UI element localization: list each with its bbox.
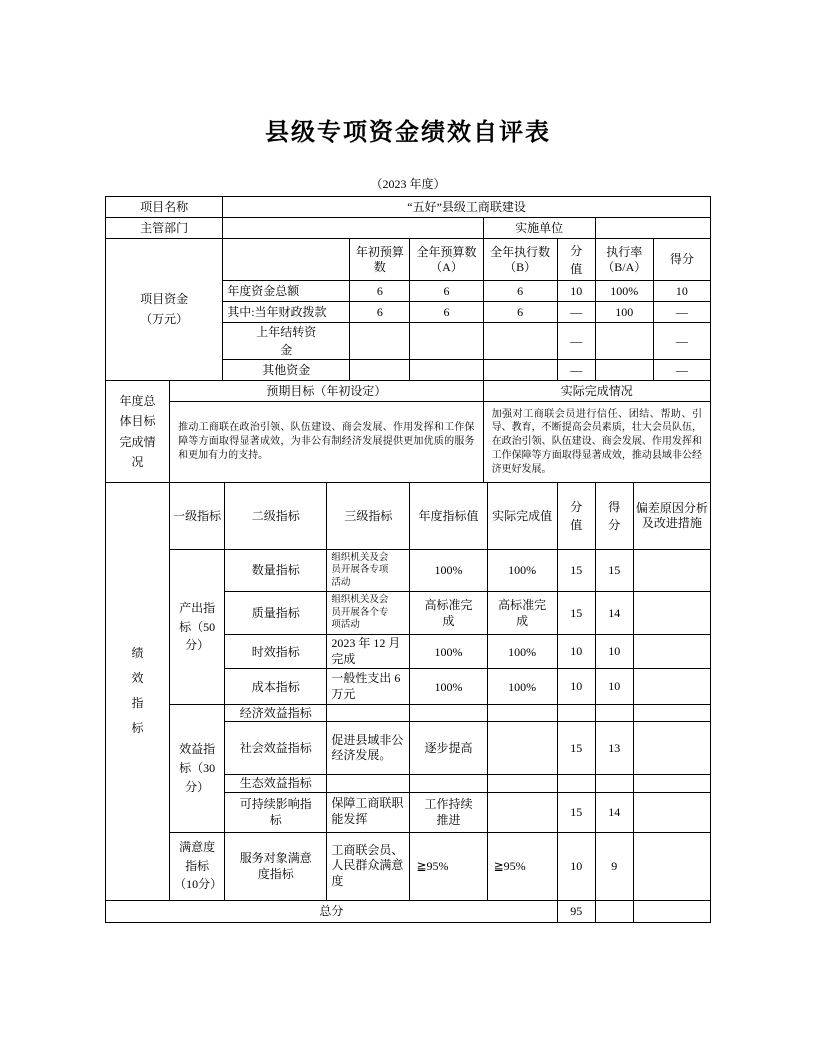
- table-row: [106, 832, 711, 900]
- funding-header-points: 分值: [557, 239, 595, 281]
- header-level2: 二级指标: [225, 483, 327, 550]
- table-row: [106, 239, 711, 281]
- indicator-actual: [487, 792, 557, 832]
- funding-row-label: 年度资金总额: [223, 281, 350, 302]
- funding-cell-score: —: [653, 302, 710, 323]
- funding-cell-initial: 6: [350, 281, 410, 302]
- funding-cell-score: —: [653, 323, 710, 360]
- funding-cell-initial: [350, 360, 410, 381]
- indicator-deviation: [633, 669, 710, 705]
- indicator-level3: 工商联会员、人民群众满意度: [327, 832, 410, 900]
- funding-cell-initial: 6: [350, 302, 410, 323]
- indicator-score: 10: [595, 669, 633, 705]
- table-row: [106, 197, 711, 218]
- indicator-level3: 组织机关及会员开展各专项活动: [327, 550, 410, 592]
- indicator-annual: 100%: [410, 669, 487, 705]
- group-label-benefit: 效益指标（30分）: [170, 705, 225, 832]
- indicator-deviation: [633, 792, 710, 832]
- indicator-points: 10: [557, 635, 595, 669]
- indicator-actual: ≧95%: [487, 832, 557, 900]
- actual-completion-text: 加强对工商联会员进行信任、团结、帮助、引导、教育，不断提高会员素质，壮大会员队伍，在政治引领、队伍建设、商会发展、作用发挥和工作保障等方面取得显著成效，推动县域非公经济更好发展。: [483, 402, 710, 483]
- indicator-deviation: [633, 550, 710, 592]
- header-deviation: 偏差原因分析及改进措施: [633, 483, 710, 550]
- table-row: [106, 900, 711, 922]
- indicator-deviation: [633, 775, 710, 792]
- indicator-level2: 成本指标: [225, 669, 327, 705]
- table-row: [106, 381, 711, 402]
- indicator-level3: 组织机关及会员开展各个专项活动: [327, 592, 410, 635]
- funding-cell-score: —: [653, 360, 710, 381]
- indicator-level3: 2023 年 12 月完成: [327, 635, 410, 669]
- indicator-points: 10: [557, 832, 595, 900]
- indicator-points: 15: [557, 722, 595, 775]
- indicator-level2: 社会效益指标: [225, 722, 327, 775]
- indicator-points: 15: [557, 792, 595, 832]
- funding-cell-executed: [483, 323, 557, 360]
- group-label-output: 产出指标（50分）: [170, 550, 225, 705]
- header-score: 得分: [595, 483, 633, 550]
- funding-cell-points: 10: [557, 281, 595, 302]
- funding-row-label: 其他资金: [223, 360, 350, 381]
- indicator-points: 15: [557, 550, 595, 592]
- indicator-score: 14: [595, 792, 633, 832]
- indicator-annual: ≧95%: [410, 832, 487, 900]
- page-subtitle: （2023 年度）: [370, 177, 446, 191]
- impl-unit-value: [595, 218, 710, 239]
- indicator-level2: 数量指标: [225, 550, 327, 592]
- indicator-score: 15: [595, 550, 633, 592]
- header-points: 分值: [557, 483, 595, 550]
- indicator-score: 14: [595, 592, 633, 635]
- indicator-level3: 一般性支出 6 万元: [327, 669, 410, 705]
- funding-cell-rate: 100%: [595, 281, 653, 302]
- performance-indicators-table: [105, 482, 711, 923]
- table-row: [106, 402, 711, 483]
- indicator-level2: 可持续影响指标: [225, 792, 327, 832]
- indicator-actual: [487, 775, 557, 792]
- total-score-deviation: [633, 900, 710, 922]
- funding-cell-rate: 100: [595, 302, 653, 323]
- funding-header-score: 得分: [653, 239, 710, 281]
- funding-cell-points: —: [557, 323, 595, 360]
- group-label-satisfaction: 满意度指标（10分）: [170, 832, 225, 900]
- funding-header-annual-budget: 全年预算数（A）: [410, 239, 483, 281]
- indicator-level2: 生态效益指标: [225, 775, 327, 792]
- indicator-deviation: [633, 592, 710, 635]
- indicator-deviation: [633, 635, 710, 669]
- funding-row-label: 其中:当年财政拨款: [223, 302, 350, 323]
- project-name-value: “五好”县级工商联建设: [223, 197, 711, 218]
- dept-label: 主管部门: [106, 218, 223, 239]
- funding-cell-budget: 6: [410, 302, 483, 323]
- indicator-level3: [327, 705, 410, 722]
- indicator-points: 15: [557, 592, 595, 635]
- table-row: [106, 550, 711, 592]
- table-row: [106, 705, 711, 722]
- indicator-level3: 促进县域非公经济发展。: [327, 722, 410, 775]
- funding-header-initial-budget: 年初预算数: [350, 239, 410, 281]
- total-score-score: [595, 900, 633, 922]
- indicator-actual: 100%: [487, 550, 557, 592]
- indicator-level3: [327, 775, 410, 792]
- indicator-level2: 时效指标: [225, 635, 327, 669]
- indicator-actual: 100%: [487, 669, 557, 705]
- impl-unit-label: 实施单位: [483, 218, 595, 239]
- indicator-level2: 经济效益指标: [225, 705, 327, 722]
- table-row: [106, 483, 711, 550]
- funding-cell-initial: [350, 323, 410, 360]
- funding-header-rate: 执行率（B/A）: [595, 239, 653, 281]
- indicator-annual: [410, 705, 487, 722]
- indicator-deviation: [633, 832, 710, 900]
- indicator-score: 10: [595, 635, 633, 669]
- header-level3: 三级指标: [327, 483, 410, 550]
- indicator-annual: 工作持续推进: [410, 792, 487, 832]
- funding-cell-budget: 6: [410, 281, 483, 302]
- indicator-annual: 100%: [410, 635, 487, 669]
- indicator-points: [557, 705, 595, 722]
- indicator-actual: 100%: [487, 635, 557, 669]
- indicators-section-label: 绩效指标: [106, 483, 170, 901]
- funding-and-goal-table: [105, 196, 711, 483]
- indicator-deviation: [633, 722, 710, 775]
- funding-header-executed: 全年执行数（B）: [483, 239, 557, 281]
- indicator-level2: 质量指标: [225, 592, 327, 635]
- funding-cell-executed: 6: [483, 281, 557, 302]
- funding-subject-header-blank: [223, 239, 350, 281]
- annual-goal-section-label: 年度总体目标完成情况: [106, 381, 170, 483]
- page-title: 县级专项资金绩效自评表: [265, 119, 551, 146]
- indicator-annual: [410, 775, 487, 792]
- indicator-actual: [487, 705, 557, 722]
- header-actual-value: 实际完成值: [487, 483, 557, 550]
- funding-section-label: 项目资金（万元）: [106, 239, 223, 381]
- indicator-annual: 高标准完成: [410, 592, 487, 635]
- total-score-points: 95: [557, 900, 595, 922]
- indicator-deviation: [633, 705, 710, 722]
- dept-value: [223, 218, 483, 239]
- total-score-label: 总分: [106, 900, 558, 922]
- expected-goal-header: 预期目标（年初设定）: [170, 381, 483, 402]
- funding-row-label: 上年结转资金: [223, 323, 350, 360]
- header-annual-value: 年度指标值: [410, 483, 487, 550]
- indicator-level2: 服务对象满意度指标: [225, 832, 327, 900]
- indicator-score: 9: [595, 832, 633, 900]
- self-evaluation-form: [105, 196, 711, 923]
- indicator-actual: [487, 722, 557, 775]
- indicator-actual: 高标准完成: [487, 592, 557, 635]
- table-row: [106, 218, 711, 239]
- funding-cell-points: —: [557, 302, 595, 323]
- actual-completion-header: 实际完成情况: [483, 381, 710, 402]
- indicator-level3: 保障工商联职能发挥: [327, 792, 410, 832]
- indicator-score: [595, 775, 633, 792]
- indicator-annual: 100%: [410, 550, 487, 592]
- funding-cell-budget: [410, 323, 483, 360]
- funding-cell-rate: [595, 323, 653, 360]
- indicator-points: 10: [557, 669, 595, 705]
- funding-cell-budget: [410, 360, 483, 381]
- funding-cell-score: 10: [653, 281, 710, 302]
- funding-cell-rate: [595, 360, 653, 381]
- funding-cell-executed: [483, 360, 557, 381]
- funding-cell-executed: 6: [483, 302, 557, 323]
- project-name-label: 项目名称: [106, 197, 223, 218]
- funding-cell-points: —: [557, 360, 595, 381]
- header-level1: 一级指标: [170, 483, 225, 550]
- indicator-score: [595, 705, 633, 722]
- indicator-annual: 逐步提高: [410, 722, 487, 775]
- expected-goal-text: 推动工商联在政治引领、队伍建设、商会发展、作用发挥和工作保障等方面取得显著成效，为非公有制经济发展提供更加优质的服务和更加有力的支持。: [170, 402, 483, 483]
- indicator-points: [557, 775, 595, 792]
- indicator-score: 13: [595, 722, 633, 775]
